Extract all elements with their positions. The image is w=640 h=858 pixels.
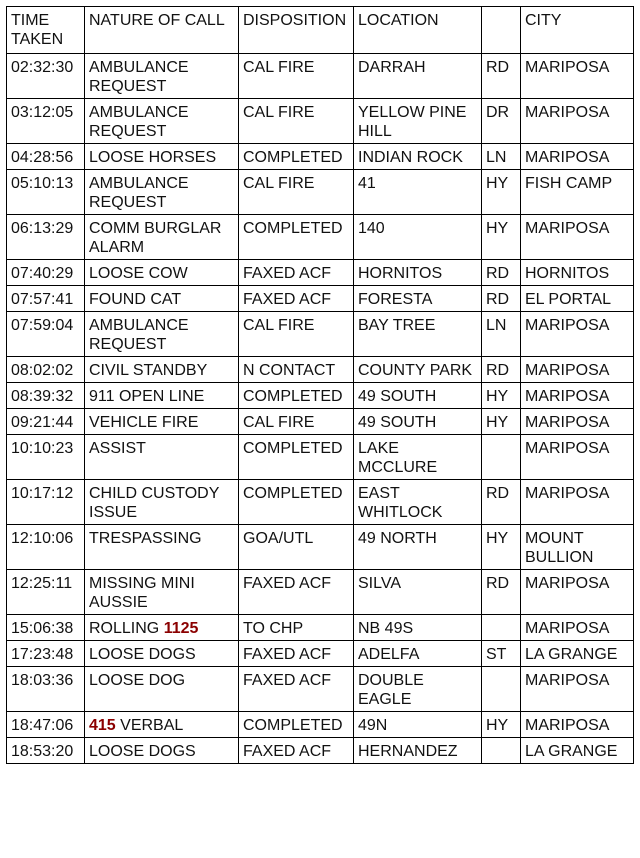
location-cell: HORNITOS (354, 260, 482, 286)
road-suffix-cell: RD (482, 357, 521, 383)
table-row (7, 54, 634, 99)
road-suffix-cell: LN (482, 144, 521, 170)
road-suffix-cell (482, 667, 521, 712)
column-header-city: CITY (521, 7, 634, 54)
disposition-cell: N CONTACT (239, 357, 354, 383)
time-cell: 08:02:02 (7, 357, 85, 383)
table-row (7, 286, 634, 312)
table-row (7, 170, 634, 215)
nature-cell: CHILD CUSTODY ISSUE (85, 480, 239, 525)
location-cell: BAY TREE (354, 312, 482, 357)
road-suffix-cell: HY (482, 170, 521, 215)
table-row (7, 215, 634, 260)
nature-cell: FOUND CAT (85, 286, 239, 312)
road-suffix-cell: RD (482, 570, 521, 615)
nature-cell: AMBULANCE REQUEST (85, 54, 239, 99)
city-cell: MARIPOSA (521, 99, 634, 144)
road-suffix-cell (482, 615, 521, 641)
time-cell: 17:23:48 (7, 641, 85, 667)
nature-cell: LOOSE DOG (85, 667, 239, 712)
city-cell: MOUNT BULLION (521, 525, 634, 570)
city-cell: MARIPOSA (521, 712, 634, 738)
location-cell: HERNANDEZ (354, 738, 482, 764)
time-cell: 12:25:11 (7, 570, 85, 615)
table-row (7, 99, 634, 144)
column-header-suffix (482, 7, 521, 54)
city-cell: HORNITOS (521, 260, 634, 286)
city-cell: MARIPOSA (521, 383, 634, 409)
road-suffix-cell: DR (482, 99, 521, 144)
disposition-cell: COMPLETED (239, 215, 354, 260)
nature-cell: TRESPASSING (85, 525, 239, 570)
city-cell: LA GRANGE (521, 738, 634, 764)
location-cell: YELLOW PINE HILL (354, 99, 482, 144)
nature-cell: COMM BURGLAR ALARM (85, 215, 239, 260)
location-cell: 140 (354, 215, 482, 260)
disposition-cell: FAXED ACF (239, 260, 354, 286)
time-cell: 12:10:06 (7, 525, 85, 570)
road-suffix-cell (482, 435, 521, 480)
table-row (7, 435, 634, 480)
disposition-cell: FAXED ACF (239, 738, 354, 764)
time-cell: 07:40:29 (7, 260, 85, 286)
time-cell: 18:03:36 (7, 667, 85, 712)
nature-text: ROLLING (89, 620, 164, 637)
table-row (7, 570, 634, 615)
nature-cell: LOOSE DOGS (85, 738, 239, 764)
table-row (7, 260, 634, 286)
location-cell: 49N (354, 712, 482, 738)
city-cell: MARIPOSA (521, 312, 634, 357)
nature-cell: ASSIST (85, 435, 239, 480)
city-cell: MARIPOSA (521, 357, 634, 383)
location-cell: 49 NORTH (354, 525, 482, 570)
time-cell: 02:32:30 (7, 54, 85, 99)
time-cell: 07:57:41 (7, 286, 85, 312)
location-cell: FORESTA (354, 286, 482, 312)
nature-cell: AMBULANCE REQUEST (85, 99, 239, 144)
call-log-table (6, 6, 634, 764)
road-suffix-cell: HY (482, 712, 521, 738)
disposition-cell: FAXED ACF (239, 641, 354, 667)
location-cell: ADELFA (354, 641, 482, 667)
time-cell: 04:28:56 (7, 144, 85, 170)
table-row (7, 357, 634, 383)
table-row (7, 525, 634, 570)
city-cell: EL PORTAL (521, 286, 634, 312)
nature-cell (85, 615, 239, 641)
column-header-time: TIME TAKEN (7, 7, 85, 54)
table-row (7, 312, 634, 357)
city-cell: MARIPOSA (521, 570, 634, 615)
road-suffix-cell: RD (482, 286, 521, 312)
time-cell: 09:21:44 (7, 409, 85, 435)
disposition-cell: CAL FIRE (239, 170, 354, 215)
disposition-cell: GOA/UTL (239, 525, 354, 570)
nature-cell: MISSING MINI AUSSIE (85, 570, 239, 615)
table-row (7, 712, 634, 738)
disposition-cell: CAL FIRE (239, 99, 354, 144)
road-suffix-cell: LN (482, 312, 521, 357)
time-cell: 06:13:29 (7, 215, 85, 260)
time-cell: 10:17:12 (7, 480, 85, 525)
road-suffix-cell: RD (482, 260, 521, 286)
nature-cell: AMBULANCE REQUEST (85, 312, 239, 357)
road-suffix-cell: HY (482, 409, 521, 435)
nature-cell: 911 OPEN LINE (85, 383, 239, 409)
location-cell: 41 (354, 170, 482, 215)
nature-cell: LOOSE DOGS (85, 641, 239, 667)
road-suffix-cell (482, 738, 521, 764)
disposition-cell: COMPLETED (239, 712, 354, 738)
disposition-cell: CAL FIRE (239, 409, 354, 435)
nature-cell: LOOSE HORSES (85, 144, 239, 170)
location-cell: DARRAH (354, 54, 482, 99)
city-cell: MARIPOSA (521, 54, 634, 99)
city-cell: MARIPOSA (521, 480, 634, 525)
time-cell: 18:47:06 (7, 712, 85, 738)
nature-cell: AMBULANCE REQUEST (85, 170, 239, 215)
time-cell: 15:06:38 (7, 615, 85, 641)
call-log-body (7, 54, 634, 764)
road-suffix-cell: HY (482, 525, 521, 570)
time-cell: 05:10:13 (7, 170, 85, 215)
table-row (7, 667, 634, 712)
table-row (7, 383, 634, 409)
location-cell: INDIAN ROCK (354, 144, 482, 170)
disposition-cell: FAXED ACF (239, 667, 354, 712)
nature-cell: LOOSE COW (85, 260, 239, 286)
disposition-cell: TO CHP (239, 615, 354, 641)
table-row (7, 144, 634, 170)
time-cell: 18:53:20 (7, 738, 85, 764)
disposition-cell: CAL FIRE (239, 312, 354, 357)
city-cell: MARIPOSA (521, 215, 634, 260)
table-row (7, 738, 634, 764)
location-cell: DOUBLE EAGLE (354, 667, 482, 712)
time-cell: 10:10:23 (7, 435, 85, 480)
road-suffix-cell: RD (482, 54, 521, 99)
nature-cell (85, 712, 239, 738)
road-suffix-cell: ST (482, 641, 521, 667)
disposition-cell: FAXED ACF (239, 286, 354, 312)
city-cell: LA GRANGE (521, 641, 634, 667)
disposition-cell: COMPLETED (239, 383, 354, 409)
column-header-disposition: DISPOSITION (239, 7, 354, 54)
city-cell: MARIPOSA (521, 435, 634, 480)
city-cell: FISH CAMP (521, 170, 634, 215)
road-suffix-cell: HY (482, 383, 521, 409)
nature-text: VERBAL (115, 717, 184, 734)
penal-code: 1125 (163, 620, 199, 637)
road-suffix-cell: HY (482, 215, 521, 260)
penal-code: 415 (89, 717, 116, 734)
disposition-cell: COMPLETED (239, 144, 354, 170)
time-cell: 03:12:05 (7, 99, 85, 144)
city-cell: MARIPOSA (521, 615, 634, 641)
location-cell: 49 SOUTH (354, 409, 482, 435)
table-row (7, 615, 634, 641)
location-cell: EAST WHITLOCK (354, 480, 482, 525)
time-cell: 07:59:04 (7, 312, 85, 357)
location-cell: 49 SOUTH (354, 383, 482, 409)
location-cell: LAKE MCCLURE (354, 435, 482, 480)
table-row (7, 480, 634, 525)
disposition-cell: CAL FIRE (239, 54, 354, 99)
column-header-location: LOCATION (354, 7, 482, 54)
city-cell: MARIPOSA (521, 667, 634, 712)
location-cell: SILVA (354, 570, 482, 615)
nature-cell: VEHICLE FIRE (85, 409, 239, 435)
column-header-nature: NATURE OF CALL (85, 7, 239, 54)
header-row (7, 7, 634, 54)
nature-cell: CIVIL STANDBY (85, 357, 239, 383)
location-cell: NB 49S (354, 615, 482, 641)
table-row (7, 409, 634, 435)
location-cell: COUNTY PARK (354, 357, 482, 383)
road-suffix-cell: RD (482, 480, 521, 525)
disposition-cell: COMPLETED (239, 480, 354, 525)
disposition-cell: FAXED ACF (239, 570, 354, 615)
table-row (7, 641, 634, 667)
city-cell: MARIPOSA (521, 144, 634, 170)
disposition-cell: COMPLETED (239, 435, 354, 480)
time-cell: 08:39:32 (7, 383, 85, 409)
city-cell: MARIPOSA (521, 409, 634, 435)
